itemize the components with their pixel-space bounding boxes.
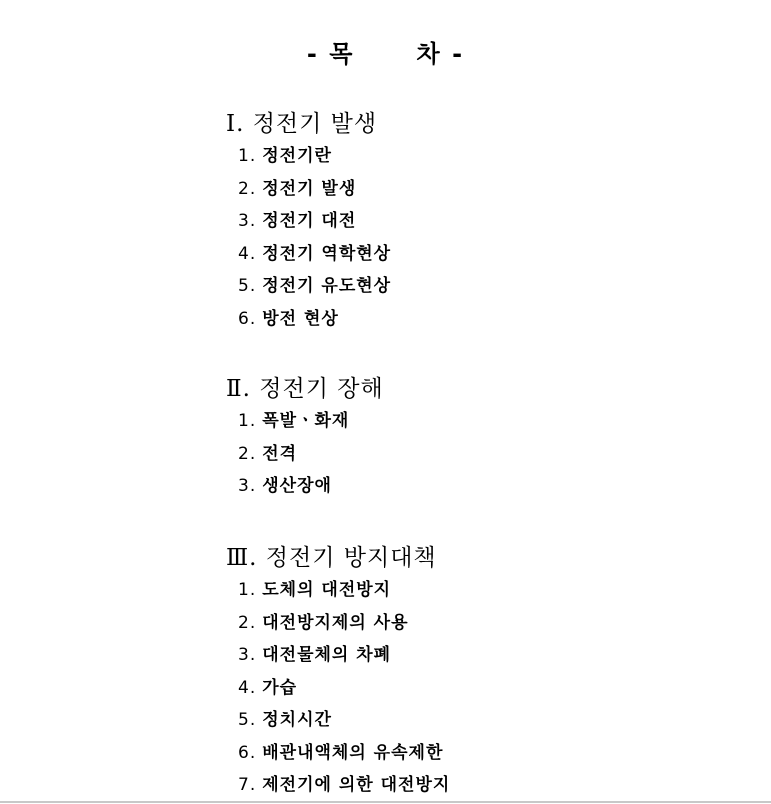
section-2 <box>226 373 384 503</box>
section-heading: Ⅱ. 정전기 장해 <box>226 376 384 402</box>
toc-item: 2. 정전기 발생 <box>238 178 357 199</box>
toc-item: 2. 전격 <box>238 443 298 464</box>
toc-title: - 목 차 - <box>306 40 465 68</box>
toc-item: 3. 생산장애 <box>238 476 332 496</box>
toc-item: 5. 정치시간 <box>238 710 332 730</box>
toc-item: 3. 정전기 대전 <box>238 211 357 231</box>
toc-item: 6. 배관내액체의 유속제한 <box>238 742 444 763</box>
section-heading: Ⅲ. 정전기 방지대책 <box>226 545 437 571</box>
toc-item: 6. 방전 현상 <box>238 308 339 329</box>
toc-item: 2. 대전방지제의 사용 <box>238 612 409 633</box>
section-1 <box>226 108 391 335</box>
toc-item: 7. 제전기에 의한 대전방지 <box>238 775 451 795</box>
toc-item: 1. 정전기란 <box>238 146 332 166</box>
toc-item: 1. 도체의 대전방지 <box>238 580 392 600</box>
page-bottom-divider <box>0 801 771 803</box>
toc-item: 3. 대전물체의 차폐 <box>238 645 392 665</box>
toc-item: 1. 폭발ㆍ화재 <box>238 411 350 431</box>
section-3 <box>226 542 450 802</box>
toc-item: 4. 가습 <box>238 677 298 698</box>
toc-item: 4. 정전기 역학현상 <box>238 243 392 264</box>
toc-item: 5. 정전기 유도현상 <box>238 276 392 296</box>
section-heading: Ⅰ. 정전기 발생 <box>226 111 378 137</box>
